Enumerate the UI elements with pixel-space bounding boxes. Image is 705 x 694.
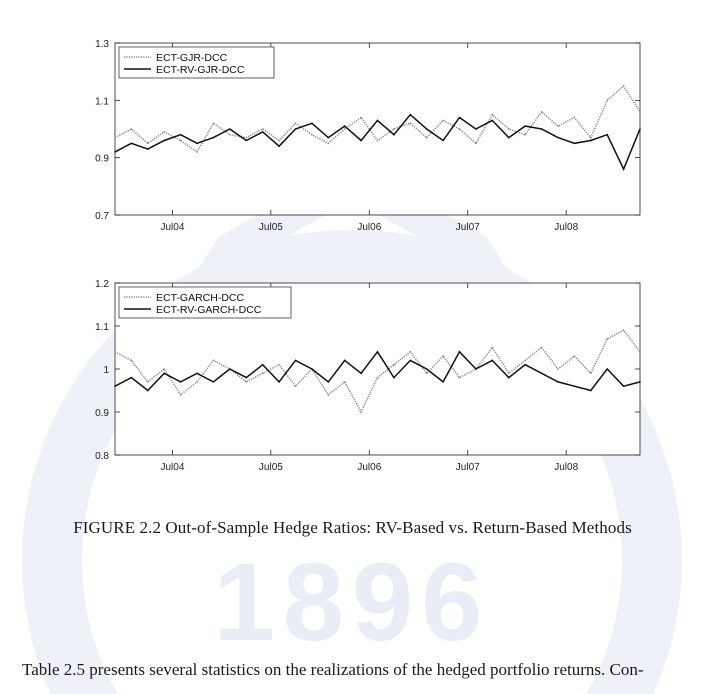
data-point — [459, 117, 461, 119]
data-point — [590, 373, 592, 375]
data-point — [541, 111, 543, 113]
data-point — [114, 151, 116, 153]
x-tick-label: Jul08 — [554, 462, 579, 473]
figure-caption: FIGURE 2.2 Out-of-Sample Hedge Ratios: RV-Based vs. Return-Based Methods — [73, 518, 632, 537]
data-point — [163, 373, 165, 375]
data-point — [410, 114, 412, 116]
data-point — [262, 364, 264, 366]
watermark-year: 1896 — [213, 541, 491, 664]
y-tick-label: 1 — [103, 365, 109, 376]
data-point — [541, 128, 543, 130]
data-point — [163, 131, 165, 133]
data-point — [278, 145, 280, 147]
data-point — [180, 134, 182, 136]
data-point — [344, 381, 346, 383]
x-tick-label: Jul05 — [258, 222, 283, 233]
data-point — [492, 347, 494, 349]
data-point — [492, 360, 494, 362]
data-point — [426, 137, 428, 139]
data-point — [114, 351, 116, 353]
data-point — [442, 355, 444, 357]
data-point — [508, 373, 510, 375]
data-point — [590, 137, 592, 139]
data-point — [295, 360, 297, 362]
data-point — [426, 128, 428, 130]
body-paragraph: Table 2.5 presents several statistics on the realizations of the hedged portfolio returns. Con- — [22, 660, 644, 679]
data-point — [623, 85, 625, 87]
data-point — [426, 373, 428, 375]
data-point — [262, 128, 264, 130]
data-point — [196, 151, 198, 153]
data-point — [393, 128, 395, 130]
data-point — [541, 373, 543, 375]
hedge-ratio-chart-gjr — [0, 20, 705, 260]
data-point — [131, 143, 133, 145]
data-point — [311, 122, 313, 124]
data-point — [360, 411, 362, 413]
data-point — [295, 385, 297, 387]
data-point — [213, 360, 215, 362]
data-point — [442, 120, 444, 122]
data-point — [114, 137, 116, 139]
data-point — [147, 143, 149, 145]
y-tick-label: 1.1 — [95, 322, 109, 333]
data-point — [475, 143, 477, 145]
hedge-ratio-chart-garch — [0, 265, 705, 475]
data-point — [459, 351, 461, 353]
data-point — [278, 381, 280, 383]
data-point — [245, 381, 247, 383]
data-point — [327, 137, 329, 139]
data-point — [114, 385, 116, 387]
data-point — [410, 351, 412, 353]
data-point — [327, 394, 329, 396]
data-point — [147, 390, 149, 392]
data-point — [131, 377, 133, 379]
data-point — [639, 128, 641, 130]
data-point — [262, 373, 264, 375]
data-point — [311, 134, 313, 136]
data-point — [524, 364, 526, 366]
y-tick-label: 1.1 — [95, 96, 109, 108]
data-point — [213, 122, 215, 124]
data-point — [196, 143, 198, 145]
data-point — [377, 120, 379, 122]
data-point — [327, 143, 329, 145]
data-point — [229, 134, 231, 136]
data-point — [639, 381, 641, 383]
data-point — [623, 385, 625, 387]
data-point — [623, 168, 625, 170]
x-tick-label: Jul04 — [160, 462, 185, 473]
data-point — [245, 377, 247, 379]
data-point — [245, 137, 247, 139]
data-point — [344, 360, 346, 362]
data-point — [524, 134, 526, 136]
data-point — [606, 368, 608, 370]
data-point — [639, 351, 641, 353]
data-point — [131, 128, 133, 130]
y-tick-label: 0.9 — [95, 408, 109, 419]
y-tick-label: 0.9 — [95, 153, 109, 165]
x-tick-label: Jul07 — [455, 462, 480, 473]
data-point — [442, 381, 444, 383]
data-point — [163, 368, 165, 370]
data-point — [213, 381, 215, 383]
data-point — [180, 381, 182, 383]
data-point — [377, 377, 379, 379]
data-point — [606, 134, 608, 136]
data-point — [393, 134, 395, 136]
data-point — [508, 128, 510, 130]
data-point — [574, 117, 576, 119]
data-point — [213, 137, 215, 139]
data-point — [459, 377, 461, 379]
x-tick-label: Jul08 — [554, 222, 579, 233]
data-point — [623, 330, 625, 332]
data-point — [492, 114, 494, 116]
data-point — [393, 364, 395, 366]
data-point — [278, 364, 280, 366]
data-point — [492, 120, 494, 122]
x-tick-label: Jul07 — [455, 222, 480, 233]
data-point — [360, 117, 362, 119]
y-tick-label: 1.3 — [95, 39, 109, 50]
data-point — [557, 125, 559, 127]
data-point — [295, 122, 297, 124]
legend-label: ECT-RV-GJR-DCC — [156, 64, 245, 76]
data-point — [377, 140, 379, 142]
data-point — [426, 368, 428, 370]
data-point — [475, 368, 477, 370]
data-point — [131, 360, 133, 362]
data-point — [229, 368, 231, 370]
data-point — [574, 143, 576, 145]
data-point — [229, 128, 231, 130]
data-point — [574, 355, 576, 357]
data-point — [557, 381, 559, 383]
data-point — [278, 140, 280, 142]
data-point — [196, 381, 198, 383]
legend-label: ECT-RV-GARCH-DCC — [156, 304, 262, 316]
data-point — [557, 137, 559, 139]
data-point — [410, 360, 412, 362]
data-point — [311, 368, 313, 370]
data-point — [295, 128, 297, 130]
data-point — [377, 351, 379, 353]
data-point — [475, 128, 477, 130]
data-point — [327, 381, 329, 383]
data-point — [606, 338, 608, 340]
data-point — [508, 377, 510, 379]
legend-label: ECT-GARCH-DCC — [156, 292, 245, 304]
data-point — [541, 347, 543, 349]
data-point — [442, 140, 444, 142]
y-tick-label: 0.8 — [95, 451, 109, 462]
data-point — [163, 140, 165, 142]
data-point — [606, 100, 608, 102]
x-tick-label: Jul05 — [258, 462, 283, 473]
y-tick-label: 1.2 — [95, 279, 109, 290]
data-point — [524, 125, 526, 127]
x-tick-label: Jul04 — [160, 222, 185, 233]
data-point — [459, 128, 461, 130]
x-tick-label: Jul06 — [357, 222, 382, 233]
data-point — [639, 111, 641, 113]
data-point — [360, 140, 362, 142]
data-point — [147, 381, 149, 383]
data-point — [574, 385, 576, 387]
data-point — [344, 128, 346, 130]
legend-label: ECT-GJR-DCC — [156, 52, 228, 64]
data-point — [180, 394, 182, 396]
data-point — [590, 390, 592, 392]
data-point — [147, 148, 149, 150]
data-point — [393, 377, 395, 379]
data-point — [196, 373, 198, 375]
data-point — [262, 131, 264, 133]
data-point — [180, 140, 182, 142]
y-tick-label: 0.7 — [95, 211, 109, 222]
data-point — [557, 368, 559, 370]
x-tick-label: Jul06 — [357, 462, 382, 473]
data-point — [590, 140, 592, 142]
data-point — [360, 373, 362, 375]
data-point — [245, 140, 247, 142]
data-point — [344, 125, 346, 127]
data-point — [508, 137, 510, 139]
data-point — [410, 122, 412, 124]
data-point — [524, 360, 526, 362]
